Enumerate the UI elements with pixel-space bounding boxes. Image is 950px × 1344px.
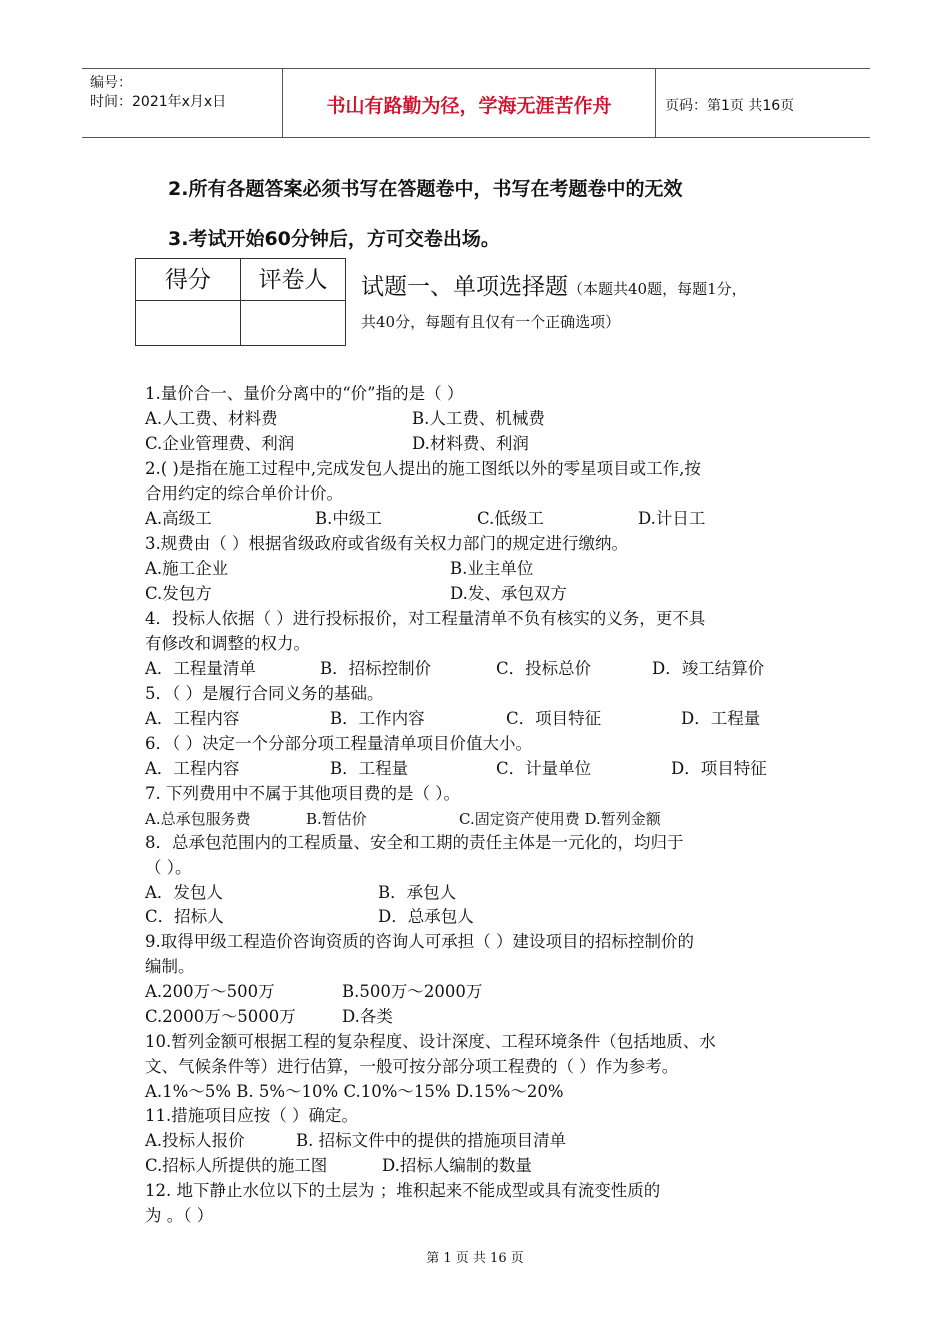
option-c: C.企业管理费、利润 [145,434,295,453]
option-a: A.200万～500万 [145,982,275,1001]
option-c: C．招标人 [145,907,224,926]
question-stem: 5．（ ）是履行合同义务的基础。 [145,684,384,703]
options-line: A.1%～5% B. 5%～10% C.10%～15% D.15%～20% [145,1082,564,1101]
option-d: D.各类 [342,1007,393,1026]
section-title-text: 试题一、单项选择题 [361,274,568,300]
option-a: A．工程内容 [145,759,240,778]
question-stem: 文、气候条件等）进行估算，一般可按分部分项工程费的（ ）作为参考。 [145,1057,679,1076]
question-stem: 12. 地下静止水位以下的土层为 ；堆积起来不能成型或具有流变性质的 [145,1181,661,1200]
header-page-cell [655,69,870,137]
grader-label: 评卷人 [258,267,328,293]
option-c: C．投标总价 [496,659,592,678]
question-stem: 11.措施项目应按（ ）确定。 [145,1106,358,1125]
question-stem: 4．投标人依据（ ）进行投标报价，对工程量清单不负有核实的义务，更不具 [145,609,706,628]
time-label: 时间：2021年x月x日 [90,94,227,110]
question-stem: 8．总承包范围内的工程质量、安全和工期的责任主体是一元化的，均归于 [145,833,684,852]
option-c: C.2000万～5000万 [145,1007,296,1026]
option-a: A.高级工 [145,509,212,528]
notice-line: 3.考试开始60分钟后，方可交卷出场。 [168,228,500,250]
question-stem: 编制。 [145,957,195,976]
option-a: A．发包人 [145,883,223,902]
motto-text: 书山有路勤为径，学海无涯苦作舟 [326,95,612,117]
option-d: D．竣工结算价 [652,659,765,678]
option-b: B．承包人 [378,883,457,902]
question-stem: （ ）。 [145,858,192,877]
option-d: D．项目特征 [671,759,767,778]
option-b: B.人工费、机械费 [412,409,545,428]
option-b: B．工程量 [330,759,409,778]
option-b: B.中级工 [315,509,382,528]
option-b: B.暂估价 [306,810,367,828]
option-d: D．工程量 [681,709,761,728]
score-table [135,258,346,346]
option-a: A．工程内容 [145,709,240,728]
option-a: A.施工企业 [145,559,229,578]
question-stem: 10.暂列金额可根据工程的复杂程度、设计深度、工程环境条件（包括地质、水 [145,1032,716,1051]
score-table-divider [136,300,345,301]
section-note-line2: 共40分，每题有且仅有一个正确选项） [361,313,621,331]
score-label: 得分 [165,267,211,293]
question-stem: 6．（ ）决定一个分部分项工程量清单项目价值大小。 [145,734,532,753]
option-d: D.招标人编制的数量 [382,1156,532,1175]
option-d: D.计日工 [638,509,706,528]
header-meta-cell [82,69,282,137]
option-a: A.投标人报价 [145,1131,245,1150]
option-c: C．项目特征 [506,709,602,728]
option-d: D．总承包人 [378,907,474,926]
question-stem: 为 。（ ） [145,1206,214,1225]
section-title [361,268,747,301]
question-stem: 有修改和调整的权力。 [145,634,310,653]
option-b: B. 招标文件中的提供的措施项目清单 [296,1131,567,1150]
question-stem: 9.取得甲级工程造价咨询资质的咨询人可承担（ ）建设项目的招标控制价的 [145,932,694,951]
document-header [82,68,870,138]
option-c: C．计量单位 [496,759,592,778]
option-b: B．招标控制价 [320,659,432,678]
question-stem: 3.规费由（ ）根据省级政府或省级有关权力部门的规定进行缴纳。 [145,534,628,553]
option-c: C.发包方 [145,584,212,603]
section-note: （本题共40题，每题1分， [568,280,747,298]
option-a: A.总承包服务费 [145,810,251,828]
number-label: 编号： [90,75,132,91]
header-motto-cell [282,69,656,137]
question-stem: 7. 下列费用中不属于其他项目费的是（ ）。 [145,784,460,803]
option-c: C.固定资产使用费 D.暂列金额 [459,810,661,828]
option-c: C.低级工 [477,509,544,528]
option-a: A.人工费、材料费 [145,409,278,428]
question-stem: 合用约定的综合单价计价。 [145,484,343,503]
option-a: A．工程量清单 [145,659,256,678]
option-b: B.500万～2000万 [342,982,483,1001]
question-stem: 2.( )是指在施工过程中,完成发包人提出的施工图纸以外的零星项目或工作,按 [145,459,701,478]
option-c: C.招标人所提供的施工图 [145,1156,328,1175]
option-d: D.材料费、利润 [412,434,529,453]
question-stem: 1.量价合一、量价分离中的“价”指的是（ ） [145,384,464,403]
option-b: B．工作内容 [330,709,425,728]
page-info: 页码：第1页 共16页 [665,98,795,114]
notice-line: 2.所有各题答案必须书写在答题卷中，书写在考题卷中的无效 [168,178,683,200]
page-footer: 第 1 页 共 16 页 [426,1251,524,1266]
option-d: D.发、承包双方 [450,584,567,603]
option-b: B.业主单位 [450,559,534,578]
